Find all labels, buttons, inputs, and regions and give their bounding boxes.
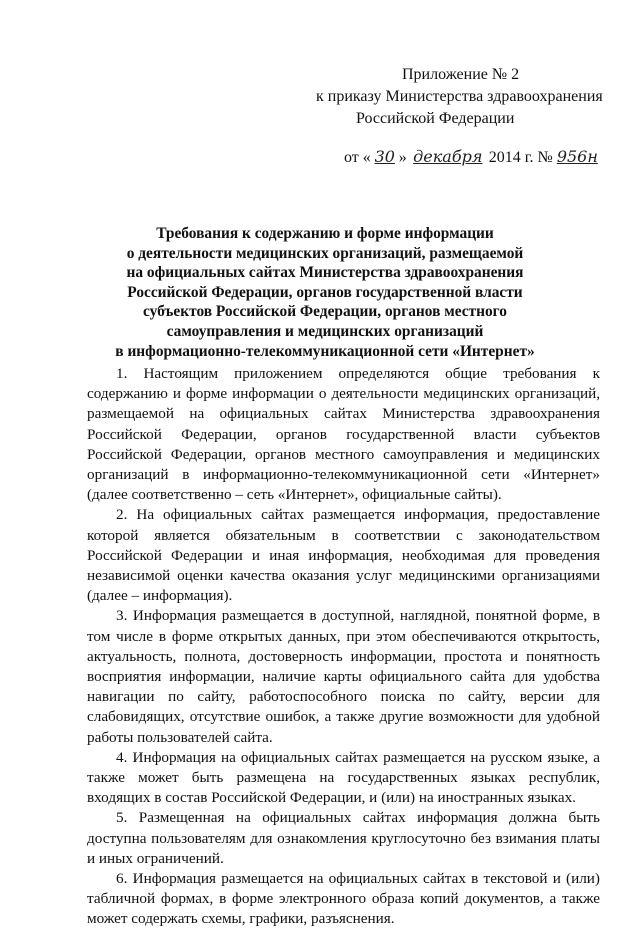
- organization-name: Российской Федерации: [356, 110, 515, 127]
- order-reference: к приказу Министерства здравоохранения: [316, 88, 603, 105]
- title-line: субъектов Российской Федерации, органов местного: [142, 303, 507, 321]
- handwritten-month: декабря: [413, 147, 483, 166]
- title-line: Требования к содержанию и форме информации: [156, 225, 494, 242]
- appendix-label: Приложение № 2: [402, 66, 520, 83]
- paragraph-1: 1. Настоящим приложением определяются общие требования к содержанию и форме информации о деятельности медицинских организаций, размещаемой на официальных сайтах Министерства здравоохранения Российской Федерации, органов государственной власти субъектов Российской Федерации, органов местного самоуправления и медицинских организаций в информационно-телекоммуникационной сети «Интернет» (далее соответственно – сеть «Интернет», официальные сайты).: [87, 365, 600, 504]
- title-line: о деятельности медицинских организаций, размещаемой: [126, 244, 524, 262]
- paragraph-2: 2. На официальных сайтах размещается информация, предоставление которой является обязательным в соответствии с законодательством Российской Федерации и иная информация, необходимая для проведения независимой оценки качества оказания услуг медицинскими организациями (далее – информация).: [87, 506, 600, 605]
- document-body: [87, 364, 600, 930]
- paragraph-5: 5. Размещенная на официальных сайтах информация должна быть доступна пользователям для ознакомления круглосуточно без взимания платы и иных ограничений.: [87, 809, 600, 867]
- title-line: Российской Федерации, органов государственной власти: [127, 283, 523, 301]
- date-year: 2014 г. №: [488, 149, 553, 166]
- document-title: [88, 224, 562, 361]
- title-line: самоуправления и медицинских организаций: [166, 322, 484, 340]
- document-header: [310, 64, 610, 170]
- title-line: в информационно-телекоммуникационной сети «Интернет»: [115, 342, 535, 360]
- handwritten-order-number: 956н: [556, 147, 598, 166]
- paragraph-6: 6. Информация размещается на официальных сайтах в текстовой и (или) табличной формах, в форме электронного образа копий документов, а также может содержать схемы, графики, разъяснения.: [87, 870, 600, 928]
- paragraph-3: 3. Информация размещается в доступной, наглядной, понятной форме, в том числе в форме открытых данных, при этом обеспечиваются открытость, актуальность, полнота, достоверность информации, простота и понятность восприятия информации, наличие карты официального сайта для удобства навигации по сайту, работоспособного поиска по сайту, версии для слабовидящих, отсутствие ошибок, а также другие возможности для удобной работы пользователей сайта.: [87, 607, 600, 746]
- handwritten-day: 30: [374, 147, 395, 166]
- date-quote-close: »: [398, 149, 407, 166]
- paragraph-4: 4. Информация на официальных сайтах размещается на русском языке, а также может быть размещена на государственных языках республик, входящих в состав Российской Федерации, и (или) на иностранных языках.: [87, 748, 600, 807]
- order-date-line: [310, 146, 610, 170]
- date-prefix: от «: [344, 149, 371, 166]
- title-line: на официальных сайтах Министерства здравоохранения: [126, 264, 524, 282]
